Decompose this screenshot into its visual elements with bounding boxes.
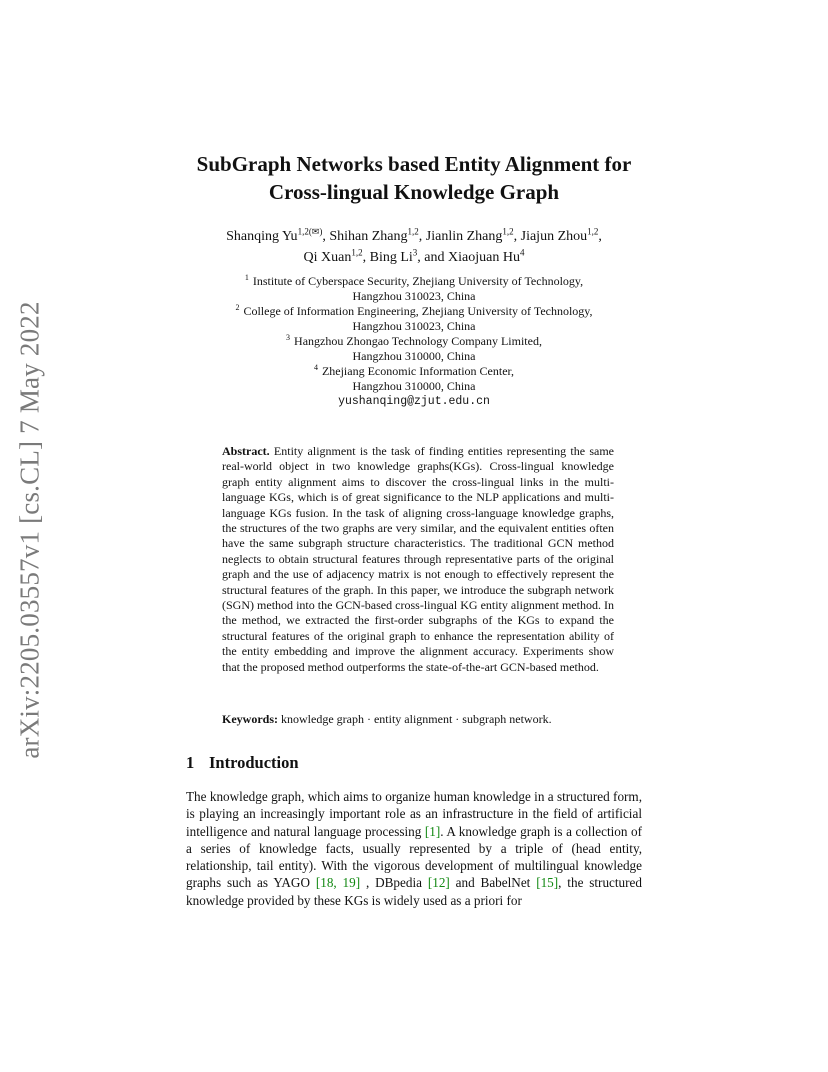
title-line-1: SubGraph Networks based Entity Alignment for: [196, 152, 632, 176]
author-name: Bing Li: [369, 250, 413, 265]
author-separator: ,: [513, 229, 521, 244]
author-name: Jianlin Zhang: [425, 229, 503, 244]
affiliation-text: Institute of Cyberspace Security, Zhejiang University of Technology,: [252, 274, 584, 288]
author-affil-mark: 1,2(✉): [297, 226, 323, 237]
author-line-1: [100, 226, 728, 247]
section-number: 1: [186, 753, 195, 772]
author-separator: ,: [418, 229, 426, 244]
affiliation-1-line-1: [100, 274, 728, 289]
citation-link[interactable]: [1]: [424, 823, 441, 839]
affiliation-4-line-2: Hangzhou 310000, China: [352, 379, 476, 393]
paragraph-text: The knowledge graph, which aims to organize human knowledge in a structured form, is playing an increasingly important role as an infrastructure in the field of artificial intelligence and natural language processing: [186, 789, 642, 839]
affiliation-text: College of Information Engineering, Zhejiang University of Technology,: [243, 304, 593, 318]
author-separator: ,: [362, 250, 370, 265]
introduction-paragraph: [186, 788, 642, 909]
affiliation-text: Zhejiang Economic Information Center,: [321, 364, 515, 378]
affiliation-number: 1: [244, 273, 249, 282]
abstract-label: Abstract.: [222, 444, 270, 458]
author-affil-mark: 1,2: [587, 226, 599, 237]
author-name: Xiaojuan Hu: [448, 250, 520, 265]
contact-email[interactable]: yushanqing@zjut.edu.cn: [338, 395, 490, 408]
author-separator: ,: [322, 229, 330, 244]
author-affil-mark: 3: [412, 247, 418, 258]
author-name: Shihan Zhang: [329, 229, 408, 244]
paragraph-text: and BabelNet: [449, 875, 537, 891]
author-separator: , and: [417, 250, 449, 265]
affiliation-1-line-2: Hangzhou 310023, China: [352, 289, 476, 303]
keywords-text: knowledge graph · entity alignment · subgraph network.: [278, 712, 552, 726]
author-affil-mark: 1,2: [407, 226, 419, 237]
abstract: [222, 444, 614, 675]
paper-title: [100, 150, 728, 206]
author-affil-mark: 4: [519, 247, 525, 258]
affiliation-2-line-1: [100, 304, 728, 319]
section-heading-introduction: [186, 752, 299, 774]
author-affil-mark: 1,2: [502, 226, 514, 237]
arxiv-identifier: arXiv:2205.03557v1 [cs.CL] 7 May 2022: [14, 301, 45, 759]
affiliation-3-line-2: Hangzhou 310000, China: [352, 349, 476, 363]
paragraph-text: , the structured knowledge provided by these KGs is widely used as a priori for: [186, 875, 642, 908]
affiliation-2-line-2: Hangzhou 310023, China: [352, 319, 476, 333]
section-title: Introduction: [209, 753, 299, 772]
keywords-label: Keywords:: [222, 712, 278, 726]
title-line-2: Cross-lingual Knowledge Graph: [268, 180, 560, 204]
affiliation-number: 2: [235, 303, 240, 312]
paragraph-text: . A knowledge graph is a collection of a series of knowledge facts, usually represented by a triple of (head entity, relationship, tail entity). With the vigorous development of multilingual knowledge graphs such as YAGO: [186, 823, 642, 891]
affiliation-4-line-1: [100, 364, 728, 379]
affiliation-3-line-1: [100, 334, 728, 349]
author-line-2: [100, 247, 728, 268]
keywords: [222, 712, 622, 727]
author-separator: ,: [598, 229, 602, 244]
affiliation-list: [100, 274, 728, 409]
author-name: Shanqing Yu: [226, 229, 298, 244]
citation-link[interactable]: [12]: [427, 875, 450, 891]
affiliation-text: Hangzhou Zhongao Technology Company Limited,: [294, 334, 542, 348]
citation-link[interactable]: [18, 19]: [315, 875, 361, 891]
author-name: Jiajun Zhou: [520, 229, 588, 244]
abstract-text: Entity alignment is the task of finding entities representing the same real-world object in two knowledge graphs(KGs). Cross-lingual knowledge graph entity alignment aims to discover the cross-lingual links in the multi-language KGs, which is of great significance to the NLP applications and multi-language KGs fusion. In the task of aligning cross-language knowledge graphs, the structures of the two graphs are very similar, and the equivalent entities often have the same subgraph structure characteristics. The traditional GCN method neglects to obtain structural features through representative parts of the original graph and the use of adjacency matrix is not enough to effectively represent the structural features of the graph. In this paper, we introduce the subgraph network (SGN) method into the GCN-based cross-lingual KG entity alignment method. In the method, we extracted the first-order subgraphs of the KGs to expand the structural features of the original graph to enhance the representation ability of the entity embedding and improve the alignment accuracy. Experiments show that the proposed method outperforms the state-of-the-art GCN-based method.: [222, 444, 614, 674]
affiliation-number: 3: [286, 333, 291, 342]
affiliation-number: 4: [313, 363, 318, 372]
author-affil-mark: 1,2: [351, 247, 363, 258]
author-name: Qi Xuan: [303, 250, 352, 265]
author-list: [100, 226, 728, 268]
citation-link[interactable]: [15]: [536, 875, 559, 891]
paragraph-text: , DBpedia: [360, 875, 428, 891]
